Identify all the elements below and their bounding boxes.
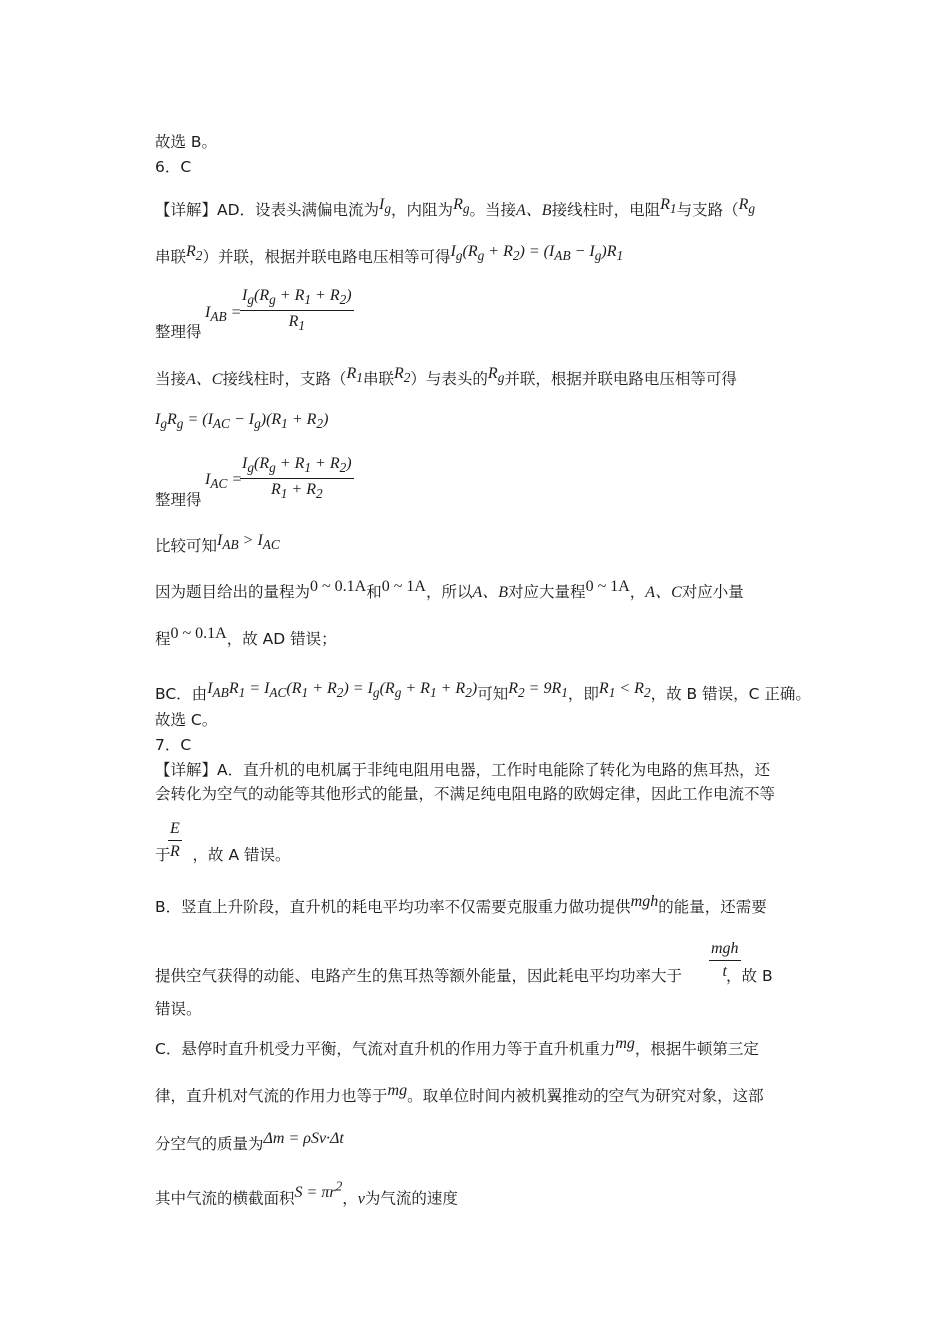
text-line: 错误。 bbox=[155, 1000, 202, 1018]
text-line: 分空气的质量为Δm = ρSv·Δt bbox=[155, 1130, 344, 1153]
math: $I_{AB} > I_{AC}$ bbox=[217, 532, 280, 553]
math: $R_2 = 9R_1$ bbox=[508, 680, 568, 701]
equation-lhs: $I_{AB}$ = bbox=[205, 304, 242, 325]
text-line: 律，直升机对气流的作用力也等于mg。取单位时间内被机翼推动的空气为研究对象，这部 bbox=[155, 1082, 764, 1105]
math: $R_2$ bbox=[186, 243, 203, 264]
math: $I_g$ bbox=[379, 196, 392, 217]
math: 0 ~ 0.1A bbox=[310, 578, 367, 595]
math: A、B bbox=[516, 202, 552, 219]
fraction: mgh t bbox=[711, 940, 739, 980]
math: $R_1$ bbox=[346, 365, 363, 386]
text-line: BC．由$I_{AB}R_1 = I_{AC}(R_1 + R_2) = I_g(R_g + R_1 + R_2)$可知$R_2 = 9R_1$，即$R_1 < R_2$，故 B 错误，C 正确。 bbox=[155, 680, 811, 703]
equation: $I_gR_g = (I_{AC} - I_g)(R_1 + R_2)$ bbox=[155, 411, 329, 432]
math: 0 ~ 1A bbox=[381, 578, 426, 595]
fraction: $\frac{I_g(R_g + R_1 + R_2)}{R_1}$ bbox=[242, 287, 352, 334]
math: $R_1 < R_2$ bbox=[598, 680, 651, 701]
fraction: $\frac{I_g(R_g + R_1 + R_2)}{R_1 + R_2}$ bbox=[242, 455, 352, 502]
text-line: 【详解】A．直升机的电机属于非纯电阻用电器，工作时电能除了转化为电路的焦耳热，还 bbox=[155, 761, 771, 779]
text-line: B．竖直上升阶段，直升机的耗电平均功率不仅需要克服重力做功提供mgh的能量，还需要 bbox=[155, 893, 767, 916]
math: $R_2$ bbox=[393, 365, 411, 386]
text-line: 整理得 bbox=[155, 491, 202, 509]
text-line: 故选 B。 bbox=[155, 133, 218, 151]
math: A、B bbox=[472, 584, 509, 601]
text-line: 于 ，故 A 错误。 bbox=[155, 846, 291, 864]
math: A、C bbox=[645, 584, 682, 601]
text-line: 比较可知$I_{AB} > I_{AC}$ bbox=[155, 532, 280, 555]
text-line: 当接A、C接线柱时，支路（$R_1$串联$R_2$）与表头的$R_g$并联，根据并联电路电压相等可得 bbox=[155, 365, 737, 388]
math: $R_g$ bbox=[453, 196, 470, 217]
text-line: 串联$R_2$）并联，根据并联电路电压相等可得$I_g(R_g + R_2) = (I_{AB} - I_g)R_1$ bbox=[155, 243, 624, 266]
math: mg bbox=[615, 1035, 635, 1052]
text-line: 程0 ~ 0.1A，故 AD 错误； bbox=[155, 625, 337, 648]
math: 0 ~ 0.1A bbox=[170, 625, 227, 642]
text-line: 提供空气获得的动能、电路产生的焦耳热等额外能量，因此耗电平均功率大于 ，故 B bbox=[155, 967, 773, 985]
math: 0 ~ 1A bbox=[585, 578, 630, 595]
math: $R_1$ bbox=[660, 196, 677, 217]
fraction: $\frac{E}{R}$ bbox=[170, 820, 180, 860]
math: v bbox=[357, 1190, 365, 1208]
math: $R_g$ bbox=[738, 196, 756, 217]
math: mgh bbox=[630, 893, 659, 910]
equation: $I_g(R_g + R_2) = (I_{AB} - I_g)R_1$ bbox=[450, 243, 624, 264]
equation: $I_{AB}R_1 = I_{AC}(R_1 + R_2) = I_g(R_g + R_1 + R_2)$ bbox=[207, 680, 478, 701]
math: mg bbox=[387, 1082, 408, 1099]
text-line: 【详解】AD．设表头满偏电流为$I_g$，内阻为$R_g$。当接A、B接线柱时，电阻$R_1$与支路（$R_g$ bbox=[155, 196, 756, 219]
text-line: 会转化为空气的动能等其他形式的能量，不满足纯电阻电路的欧姆定律，因此工作电流不等 bbox=[155, 785, 776, 803]
equation: Δm = ρSv·Δt bbox=[263, 1130, 344, 1147]
question-number: 6．C bbox=[155, 158, 192, 176]
text-line: C．悬停时直升机受力平衡，气流对直升机的作用力等于直升机重力mg，根据牛顿第三定 bbox=[155, 1035, 759, 1058]
math: $S = \pi r^2$ bbox=[294, 1179, 343, 1202]
math: A、C bbox=[186, 371, 223, 388]
question-number: 7．C bbox=[155, 736, 192, 754]
text-line: 整理得 bbox=[155, 323, 202, 341]
text-line: 故选 C。 bbox=[155, 711, 218, 729]
equation-lhs: $I_{AC}$ = bbox=[205, 471, 243, 492]
text-line: 其中气流的横截面积$S = \pi r^2$，v为气流的速度 bbox=[155, 1179, 458, 1208]
math: $R_g$ bbox=[487, 365, 505, 386]
text-line: 因为题目给出的量程为0 ~ 0.1A和0 ~ 1A，所以A、B对应大量程0 ~ 1A，A、C对应小量 bbox=[155, 578, 744, 601]
